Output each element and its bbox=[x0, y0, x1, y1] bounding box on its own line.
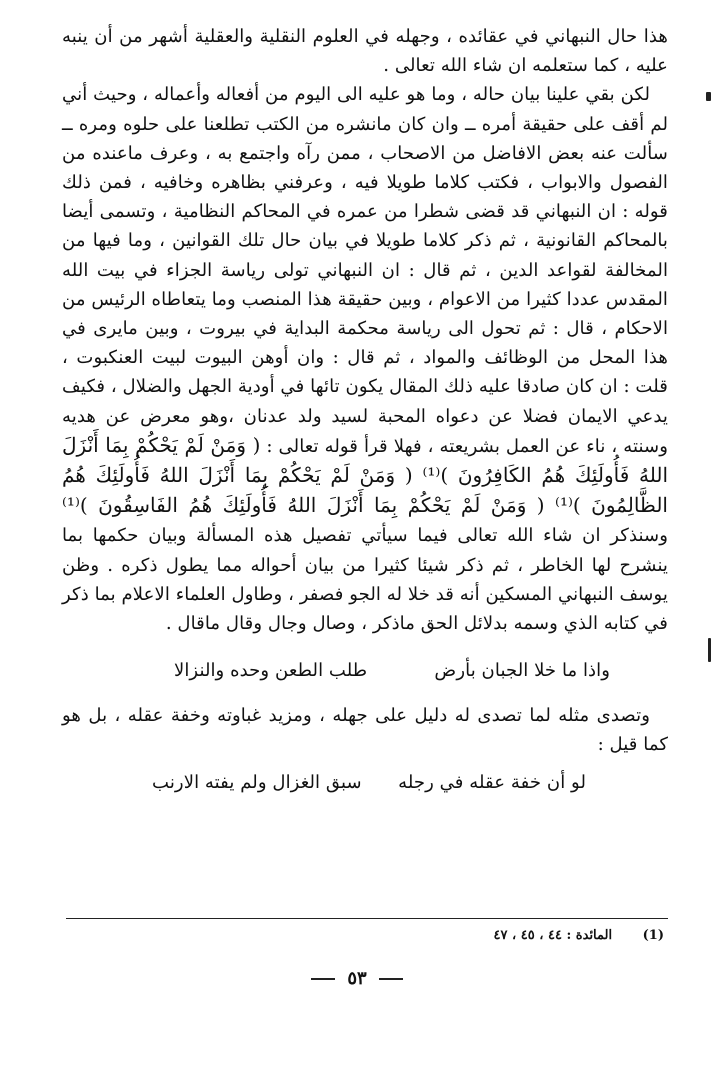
margin-mark-bottom bbox=[708, 638, 711, 662]
poem-verse-2 bbox=[62, 768, 668, 797]
quran-verses: ( وَمَنْ لَمْ يَحْكُمْ بِمَا أَنْزَلَ اللهُ فَأُولَئِكَ هُمُ الكَافِرُونَ )⁽¹⁾ ( وَمَنْ لَمْ يَحْكُمْ بِمَا أَنْزَلَ اللهُ فَأُولَئِكَ هُمُ الظَّالِمُونَ )⁽¹⁾ ( وَمَنْ لَمْ يَحْكُمْ بِمَا أَنْزَلَ اللهُ فَأُولَئِكَ هُمُ الفَاسِقُونَ )⁽¹⁾ bbox=[62, 432, 669, 518]
paragraph-conclusion: وتصدى مثله لما تصدى له دليل على جهله ، ومزيد غباوته وخفة عقله ، بل هو كما قيل : bbox=[62, 705, 668, 756]
paragraph-main bbox=[62, 80, 668, 638]
verse-1-second-hemistich: طلب الطعن وحده والنزالا bbox=[174, 660, 368, 682]
margin-mark-top bbox=[706, 92, 711, 101]
poem-verse-1 bbox=[62, 656, 668, 685]
page-number-dash-right bbox=[379, 978, 403, 980]
page-number-dash-left bbox=[311, 978, 335, 980]
verse-1-first-hemistich: واذا ما خلا الجبان بأرض bbox=[434, 660, 610, 682]
paragraph-main-text: لكن بقي علينا بيان حاله ، وما هو عليه الى اليوم من أفعاله وأعماله ، وحيث أني لم أقف على حقيقة أمره ــ وان كان مانشره من الكتب تطلعنا على حلوه ومره ــ سألت عنه بعض الافاضل من الاصحاب ، ممن رآه واجتمع به ، وعرف ماعنده من الفصول والابواب ، فكتب كلاما طويلا فيه ، وعرفني بظاهره وخافيه ، فمن ذلك قوله : ان النبهاني قد قضى شطرا من عمره في المحاكم النظامية ، وتسمى أيضا بالمحاكم القانونية ، ثم ذكر كلاما طويلا في بيان حال تلك القوانين ، وما فيها من المخالفة لقواعد الدين ، ثم قال : ان النبهاني تولى رياسة الجزاء في بيت الله المقدس عددا كثيرا من الاعوام ، وبين حقيقة هذا المنصب وما يتعاطاه الرئيس من الاحكام ، قال : ثم تحول الى رياسة محكمة البداية في بيروت ، وبين مايرى في هذا المحل من الوظائف والمواد ، ثم قال : وان أوهن البيوت لبيت العنكبوت ، قلت : ان كان صادقا عليه ذلك المقال يكون تائها في أودية الجهل والضلال ، فكيف يدعي الايمان فضلا عن دعواه المحبة لسيد ولد عدنان ،وهو معرض عن هديه وسنته ، ناء عن العمل بشريعته ، فهلا قرأ قوله تعالى : bbox=[62, 84, 668, 457]
page-number-value: ٥٣ bbox=[347, 968, 367, 989]
verse-2-first-hemistich: لو أن خفة عقله في رجله bbox=[398, 771, 586, 793]
paragraph-intro: هذا حال النبهاني في عقائده ، وجهله في العلوم النقلية والعقلية أشهر من أن ينبه عليه ، كما ستعلمه ان شاء الله تعالى . bbox=[62, 26, 668, 77]
paragraph-main-continuation: وسنذكر ان شاء الله تعالى فيما سيأتي تفصيل هذه المسألة وبيان حكمها بما ينشرح لها الخاطر ، ثم ذكر شيئا كثيرا من بيان أحواله مما يطول ذكره . وظن يوسف النبهاني المسكين أنه قد خلا له الجو فصفر ، وطاول العلماء الاعلام بما ذكر في كتابه الذي وسمه بدلائل الحق ماذكر ، وصال وجال وقال ماقال . bbox=[62, 525, 668, 635]
page-number bbox=[0, 968, 714, 989]
footnote-number: (1) bbox=[642, 928, 664, 943]
footnote-text: المائدة : ٤٤ ، ٤٥ ، ٤٧ bbox=[493, 928, 613, 943]
footnote-divider bbox=[66, 918, 668, 919]
verse-2-second-hemistich: سبق الغزال ولم يفته الارنب bbox=[152, 771, 362, 793]
footnote bbox=[494, 928, 664, 943]
